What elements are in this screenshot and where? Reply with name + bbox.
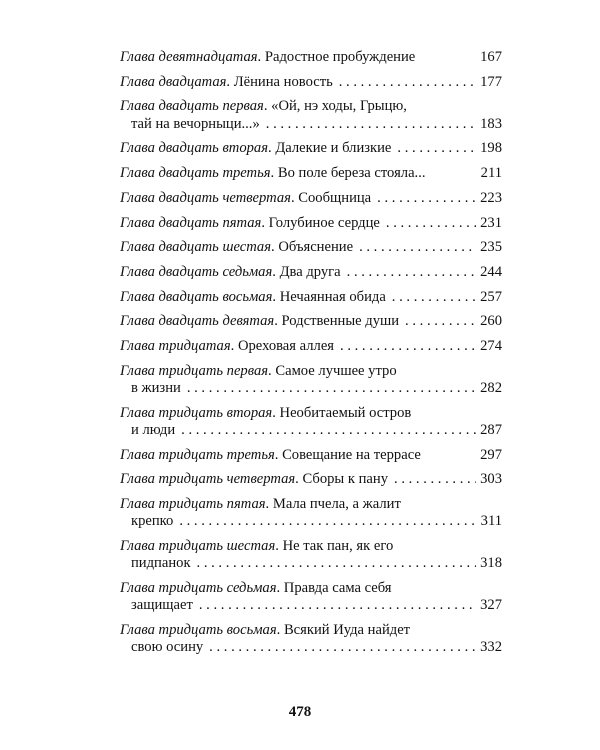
chapter-title: Ореховая аллея bbox=[237, 338, 335, 355]
chapter-label-period: . bbox=[270, 165, 275, 182]
toc-entry-line bbox=[120, 140, 502, 157]
page-ref: 260 bbox=[480, 313, 502, 330]
chapter-label: Глава двадцать восьмая bbox=[120, 288, 273, 305]
page-ref: 311 bbox=[480, 513, 502, 530]
chapter-title: Не так пан, як его bbox=[282, 538, 394, 555]
dot-leader bbox=[340, 338, 476, 355]
toc-entry-line bbox=[120, 471, 502, 488]
chapter-title-continued: тай на вечорныци...» bbox=[131, 115, 260, 132]
chapter-title-continued: и люди bbox=[131, 422, 176, 438]
table-of-contents bbox=[120, 49, 502, 664]
chapter-label-period: . bbox=[265, 496, 270, 513]
chapter-title: Самое лучшее утро bbox=[275, 362, 397, 379]
page-ref: 327 bbox=[480, 597, 502, 614]
chapter-label: Глава двадцать седьмая bbox=[120, 263, 273, 280]
chapter-label: Глава двадцатая bbox=[120, 73, 227, 90]
toc-entry-line bbox=[120, 405, 502, 422]
dot-leader bbox=[405, 313, 476, 330]
chapter-label: Глава двадцать четвертая bbox=[120, 189, 291, 206]
toc-entry bbox=[120, 496, 502, 530]
toc-entry-line bbox=[120, 496, 502, 513]
chapter-label-period: . bbox=[290, 189, 295, 206]
toc-entry-line bbox=[120, 98, 502, 115]
chapter-title: Два друга bbox=[279, 263, 341, 280]
chapter-title: Во поле береза стояла... bbox=[277, 165, 426, 182]
toc-entry bbox=[120, 289, 502, 306]
page-ref: 274 bbox=[480, 338, 502, 355]
dot-leader bbox=[181, 422, 476, 439]
dot-leader bbox=[397, 140, 476, 157]
chapter-title-continued: защищает bbox=[131, 597, 193, 614]
chapter-label-period: . bbox=[272, 263, 276, 280]
toc-entry-line bbox=[120, 116, 502, 133]
toc-entry bbox=[120, 190, 502, 207]
toc-entry-line bbox=[120, 513, 502, 530]
page-ref: 257 bbox=[480, 288, 502, 305]
chapter-label-period: . bbox=[257, 49, 262, 65]
dot-leader bbox=[347, 264, 476, 281]
chapter-label-period: . bbox=[226, 73, 231, 90]
chapter-title-continued: пидпанок bbox=[131, 555, 191, 572]
chapter-label: Глава двадцать пятая bbox=[120, 214, 262, 231]
chapter-label-period: . bbox=[276, 580, 281, 597]
dot-leader bbox=[266, 116, 476, 133]
toc-entry-line bbox=[120, 380, 502, 397]
chapter-title-continued: свою осину bbox=[131, 639, 204, 656]
dot-leader bbox=[179, 513, 476, 530]
chapter-label-period: . bbox=[272, 404, 276, 421]
toc-entry-line bbox=[120, 555, 502, 572]
toc-entry-line bbox=[120, 580, 502, 597]
page-ref: 332 bbox=[480, 639, 502, 656]
toc-entry bbox=[120, 538, 502, 572]
chapter-label: Глава тридцать восьмая bbox=[120, 621, 277, 638]
toc-entry bbox=[120, 447, 502, 464]
dot-leader bbox=[209, 639, 476, 656]
dot-leader bbox=[394, 471, 476, 488]
chapter-label: Глава тридцать седьмая bbox=[120, 580, 277, 597]
dot-leader bbox=[187, 380, 476, 397]
chapter-label-period: . bbox=[295, 471, 299, 488]
chapter-label-period: . bbox=[268, 140, 272, 157]
toc-entry bbox=[120, 140, 502, 157]
chapter-title: Совещание на террасе bbox=[282, 446, 421, 463]
dot-leader bbox=[339, 74, 476, 91]
toc-entry bbox=[120, 49, 502, 66]
page-ref: 235 bbox=[480, 239, 502, 256]
page-ref: 282 bbox=[480, 380, 502, 397]
page-ref: 297 bbox=[480, 446, 502, 463]
page-ref: 318 bbox=[480, 555, 502, 572]
chapter-label-period: . bbox=[263, 98, 268, 115]
chapter-label: Глава тридцать третья bbox=[120, 446, 275, 463]
toc-entry-line bbox=[120, 538, 502, 555]
toc-entry bbox=[120, 239, 502, 256]
chapter-label: Глава двадцать шестая bbox=[120, 239, 272, 256]
toc-entry bbox=[120, 264, 502, 281]
toc-entry bbox=[120, 405, 502, 439]
toc-entry-line bbox=[120, 597, 502, 614]
chapter-title: Далекие и близкие bbox=[275, 140, 392, 157]
toc-entry-line bbox=[120, 74, 502, 91]
dot-leader bbox=[377, 190, 476, 207]
chapter-label: Глава тридцать четвертая bbox=[120, 471, 296, 488]
chapter-label: Глава тридцать шестая bbox=[120, 538, 276, 555]
chapter-label-period: . bbox=[230, 338, 235, 355]
page-ref: 198 bbox=[480, 140, 502, 157]
dot-leader bbox=[359, 239, 476, 256]
page-ref: 244 bbox=[480, 263, 502, 280]
chapter-title: Необитаемый остров bbox=[279, 404, 412, 421]
chapter-title: Голубиное сердце bbox=[268, 214, 380, 231]
chapter-title: Родственные души bbox=[281, 313, 400, 330]
toc-entry bbox=[120, 165, 502, 182]
page-ref: 223 bbox=[480, 189, 502, 206]
chapter-label-period: . bbox=[274, 446, 279, 463]
toc-entry bbox=[120, 313, 502, 330]
toc-entry-line bbox=[120, 264, 502, 281]
toc-entry-line bbox=[120, 422, 502, 439]
toc-entry bbox=[120, 98, 502, 132]
chapter-label-period: . bbox=[271, 239, 275, 256]
toc-entry-line bbox=[120, 239, 502, 256]
toc-entry-line bbox=[120, 49, 502, 66]
toc-entry-line bbox=[120, 165, 502, 182]
page-ref: 303 bbox=[480, 471, 502, 488]
chapter-label: Глава двадцать третья bbox=[120, 165, 271, 182]
chapter-title: Нечаянная обида bbox=[279, 288, 386, 305]
chapter-label: Глава двадцать вторая bbox=[120, 140, 268, 157]
chapter-title: Сообщница bbox=[298, 189, 372, 206]
toc-entry-line bbox=[120, 190, 502, 207]
page-ref: 177 bbox=[480, 73, 502, 90]
chapter-label-period: . bbox=[275, 538, 279, 555]
chapter-title-continued: крепко bbox=[131, 513, 174, 530]
page-ref: 287 bbox=[480, 422, 502, 438]
chapter-title: Мала пчела, а жалит bbox=[272, 496, 401, 513]
chapter-label: Глава тридцать первая bbox=[120, 362, 269, 379]
toc-entry bbox=[120, 471, 502, 488]
chapter-label-period: . bbox=[274, 313, 278, 330]
page-ref: 167 bbox=[480, 49, 502, 65]
toc-entry bbox=[120, 580, 502, 614]
page-ref: 211 bbox=[480, 165, 502, 182]
chapter-label: Глава тридцатая bbox=[120, 338, 231, 355]
toc-entry-line bbox=[120, 639, 502, 656]
toc-entry-line bbox=[120, 622, 502, 639]
chapter-label: Глава двадцать девятая bbox=[120, 313, 275, 330]
toc-entry-line bbox=[120, 289, 502, 306]
chapter-title: Всякий Иуда найдет bbox=[283, 621, 411, 638]
page-number: 478 bbox=[288, 704, 312, 720]
chapter-label: Глава тридцать пятая bbox=[120, 496, 266, 513]
chapter-label-period: . bbox=[268, 362, 272, 379]
chapter-label-period: . bbox=[276, 621, 281, 638]
toc-entry-line bbox=[120, 338, 502, 355]
chapter-label-period: . bbox=[272, 288, 277, 305]
dot-leader bbox=[199, 597, 476, 614]
toc-entry bbox=[120, 363, 502, 397]
chapter-title: Сборы к пану bbox=[302, 471, 389, 488]
chapter-title: Лёнина новость bbox=[233, 73, 333, 90]
dot-leader bbox=[197, 555, 477, 572]
chapter-label-period: . bbox=[261, 214, 265, 231]
chapter-title: Объяснение bbox=[278, 239, 354, 256]
toc-entry bbox=[120, 622, 502, 656]
dot-leader bbox=[392, 289, 476, 306]
toc-entry-line bbox=[120, 447, 502, 464]
dot-leader bbox=[386, 215, 476, 232]
toc-entry-line bbox=[120, 363, 502, 380]
chapter-label: Глава двадцать первая bbox=[120, 98, 264, 115]
toc-entry bbox=[120, 74, 502, 91]
toc-entry-line bbox=[120, 313, 502, 330]
chapter-label: Глава девятнадцатая bbox=[120, 49, 258, 65]
chapter-label: Глава тридцать вторая bbox=[120, 404, 273, 421]
chapter-title: Правда сама себя bbox=[283, 580, 392, 597]
chapter-title: Радостное пробуждение bbox=[264, 49, 416, 65]
chapter-title: «Ой, нэ ходы, Грыцю, bbox=[271, 98, 407, 115]
toc-entry-line bbox=[120, 215, 502, 232]
toc-entry bbox=[120, 338, 502, 355]
toc-entry bbox=[120, 215, 502, 232]
page-ref: 231 bbox=[480, 214, 502, 231]
chapter-title-continued: в жизни bbox=[131, 380, 181, 397]
page-ref: 183 bbox=[480, 115, 502, 132]
